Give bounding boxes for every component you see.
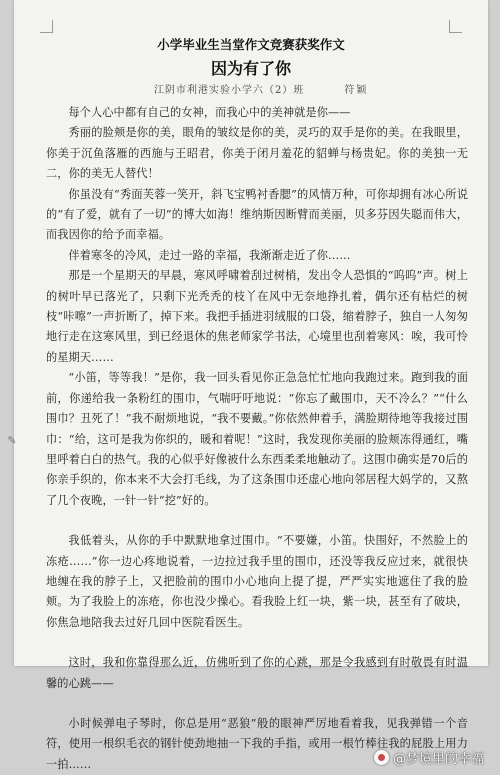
paragraph: 每个人心中都有自己的女神，而我心中的美神就是你—— — [68, 106, 351, 119]
crop-mark-top-right — [449, 20, 462, 33]
paragraph: 我低着头，从你的手中默默地拿过围巾。“不要嫌，小笛。快围好，不然脸上的冻疮……”你一边心疼地说着，一边拉过我手里的围巾，还没等我反应过来，就很快地缠在我的脖子上，又把脸前的围巾小心地向上提了提，严严实实地遮住了我的脸颊。为了我脸上的冻疮，你也没少操心。看我脸上红一块，紫一块，甚至有了破块，你焦急地陪我去过好几回中医院看医生。 — [46, 534, 468, 629]
paragraph: 秀丽的脸颊是你的美，眼角的皱纹是你的美，灵巧的双手是你的美。在我眼里，你美于沉鱼落雁的西施与王昭君，你美于闭月羞花的貂蝉与杨贵妃。你的美独一无二，你的美无人替代！ — [46, 126, 468, 181]
paragraph: 你虽没有“秀面芙蓉一笑开，斜飞宝鸭衬香腮”的风情万种，可你却拥有冰心所说的“有了爱，就有了一切”的博大如海！维纳斯因断臂而美丽，贝多芬因失聪而伟大，而我因你的给予而幸福。 — [46, 187, 468, 242]
title-block — [14, 36, 488, 80]
paragraph: 这时，我和你靠得那么近，仿佛听到了你的心跳，那是令我感到有时敬畏有时温馨的心跳—— — [46, 656, 468, 690]
weibo-style-logo-icon — [374, 750, 389, 765]
author-name: 符颖 — [344, 85, 369, 96]
paragraph: “小笛，等等我！”是你，我一回头看见你正急急忙忙地向我跑过来。跑到我的面前，你递给我一条粉红的围巾，气喘吁吁地说：“你忘了戴围巾，天不冷么？”“什么围巾？丑死了！”我不耐烦地说，“我不要戴。”你依然伸着手，满脸期待地等我接过围巾：“给，这可是我为你织的，暖和着呢！”这时，我发现你美丽的脸颊冻得通红，嘴里呼着白白的热气。我的心似乎好像被什么东西柔柔地触动了。这围巾确实是70后的你亲手织的，你本来不大会打毛线，为了这条围巾还虚心地向邻居程大妈学的，又熬了几个夜晚，一针一针“挖”好的。 — [46, 371, 468, 507]
byline — [154, 84, 414, 98]
essay-title: 因为有了你 — [210, 59, 291, 78]
watermark-text: @梦境里的幸福 — [392, 752, 484, 767]
school-class: 江阴市利港实验小学六（2）班 — [154, 85, 305, 96]
supertitle: 小学毕业生当堂作文竞赛获奖作文 — [157, 37, 345, 52]
essay-body — [46, 103, 468, 775]
watermark — [374, 748, 484, 767]
paragraph: 小时候弹电子琴时，你总是用“恶狼”般的眼神严厉地看着我，见我弹错一个音符，使用一根织毛衣的钢针使劲地抽一下我的手指，或用一根竹棒往我的屁股上用力一拍…… — [46, 716, 468, 771]
crop-mark-top-left — [40, 20, 53, 33]
paragraph: 那是一个星期天的早晨，寒风呼啸着刮过树梢，发出令人恐惧的“呜呜”声。树上的树叶早已落光了，只剩下光秃秃的枝丫在风中无奈地挣扎着，偶尔还有枯烂的树枝“咔嚓”一声折断了，掉下来。我把手插进羽绒服的口袋，缩着脖子，独自一人匆匆地行走在这寒风里，到已经退休的焦老师家学书法，心境里也刮着寒风：唉，我可怜的星期天…… — [46, 269, 468, 364]
paragraph: 伴着寒冬的冷风，走过一路的幸福，我渐渐走近了你…… — [68, 248, 351, 262]
edit-marker-icon[interactable]: ✎ — [7, 434, 17, 447]
